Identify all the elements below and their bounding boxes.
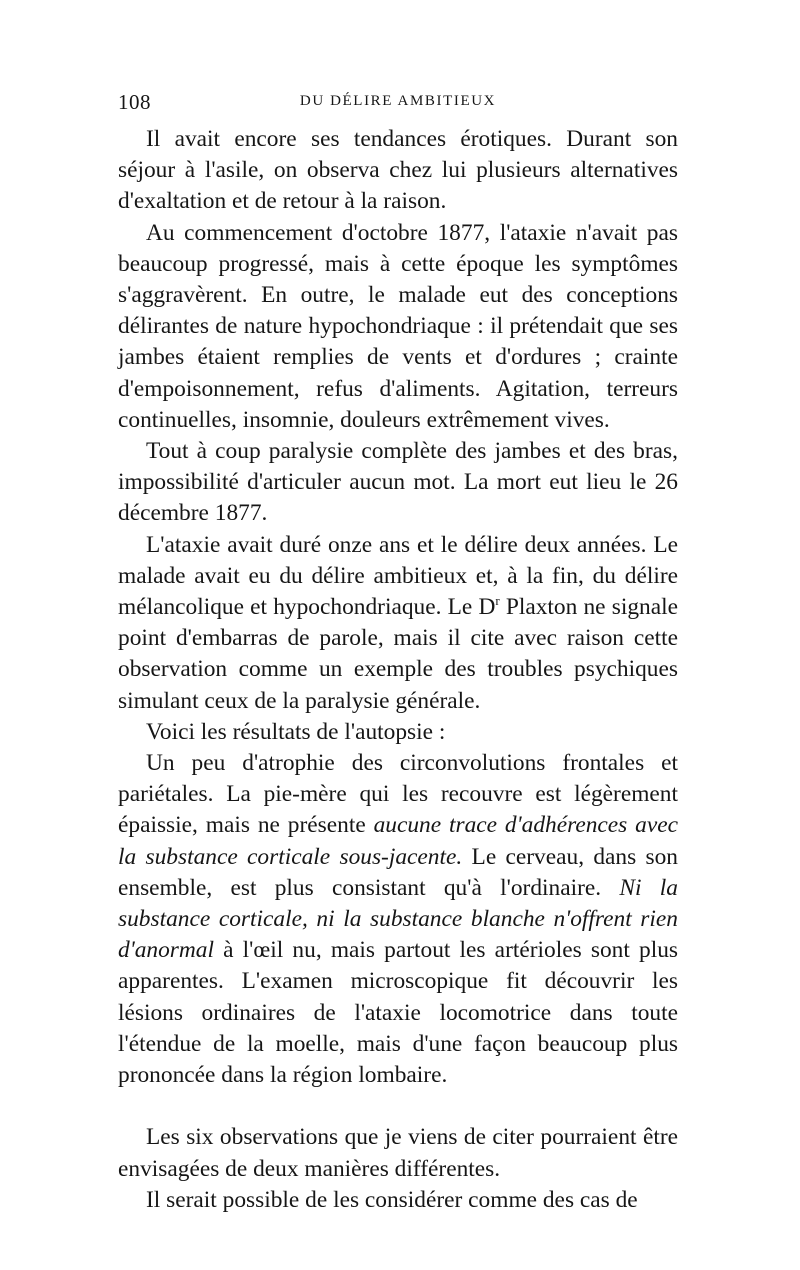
paragraph-7: Les six observations que je viens de citer pourraient être envisagées de deux manières différentes. xyxy=(118,1124,678,1182)
paragraph-6-italic-a: aucune trace d'adhérences avec la substance corticale sous-jacente. xyxy=(118,812,678,870)
paragraph-4-text-a: L'ataxie avait duré onze ans et le délire deux années. Le malade avait eu du délire ambitieux et, à la fin, du délire mélancolique et hypochondriaque. Le D xyxy=(118,531,678,621)
body-text xyxy=(118,124,678,1216)
paragraph-6 xyxy=(118,748,678,1091)
paragraph-4-text-b: Plaxton ne signale point d'embarras de parole, mais il cite avec raison cette observation comme un exemple des troubles psychiques simulant ceux de la paralysie générale. xyxy=(118,594,678,714)
paragraph-1: Il avait encore ses tendances érotiques. Durant son séjour à l'asile, on observa chez lui plusieurs alternatives d'exaltation et de retour à la raison. xyxy=(118,126,678,215)
page-header xyxy=(118,90,678,120)
paragraph-8: Il serait possible de les considérer comme des cas de xyxy=(146,1186,638,1213)
paragraph-6-italic-b: Ni la substance corticale, ni la substance blanche n'offrent rien d'anormal xyxy=(118,874,678,964)
paragraph-6-text-a: Un peu d'atrophie des circonvolutions frontales et pariétales. La pie-mère qui les recouvre est légèrement épaissie, mais ne présente xyxy=(118,750,678,839)
paragraph-6-text-b: Le cerveau, dans son ensemble, est plus consistant qu'à l'ordinaire. xyxy=(118,843,679,901)
running-title: DU DÉLIRE AMBITIEUX xyxy=(299,93,497,109)
paragraph-5: Voici les résultats de l'autopsie : xyxy=(146,718,446,745)
doctor-abbrev-superscript: r xyxy=(495,593,500,609)
paragraph-2: Au commencement d'octobre 1877, l'ataxie n'avait pas beaucoup progressé, mais à cette époque les symptômes s'aggravèrent. En outre, le malade eut des conceptions délirantes de nature hypochondriaque : il prétendait que ses jambes étaient remplies de vents et d'ordures ; crainte d'empoisonnement, refus d'aliments. Agitation, terreurs continuelles, insomnie, douleurs extrêmement vives. xyxy=(118,219,678,433)
page-number: 108 xyxy=(118,90,151,114)
paragraph-3: Tout à coup paralysie complète des jambes et des bras, impossibilité d'articuler aucun mot. La mort eut lieu le 26 décembre 1877. xyxy=(118,438,678,527)
paragraph-6-text-c: à l'œil nu, mais partout les artérioles sont plus apparentes. L'examen microscopique fit découvrir les lésions ordinaires de l'ataxie locomotrice dans toute l'étendue de la moelle, mais d'une façon beaucoup plus prononcée dans la région lombaire. xyxy=(118,937,678,1089)
paragraph-4 xyxy=(118,530,678,717)
